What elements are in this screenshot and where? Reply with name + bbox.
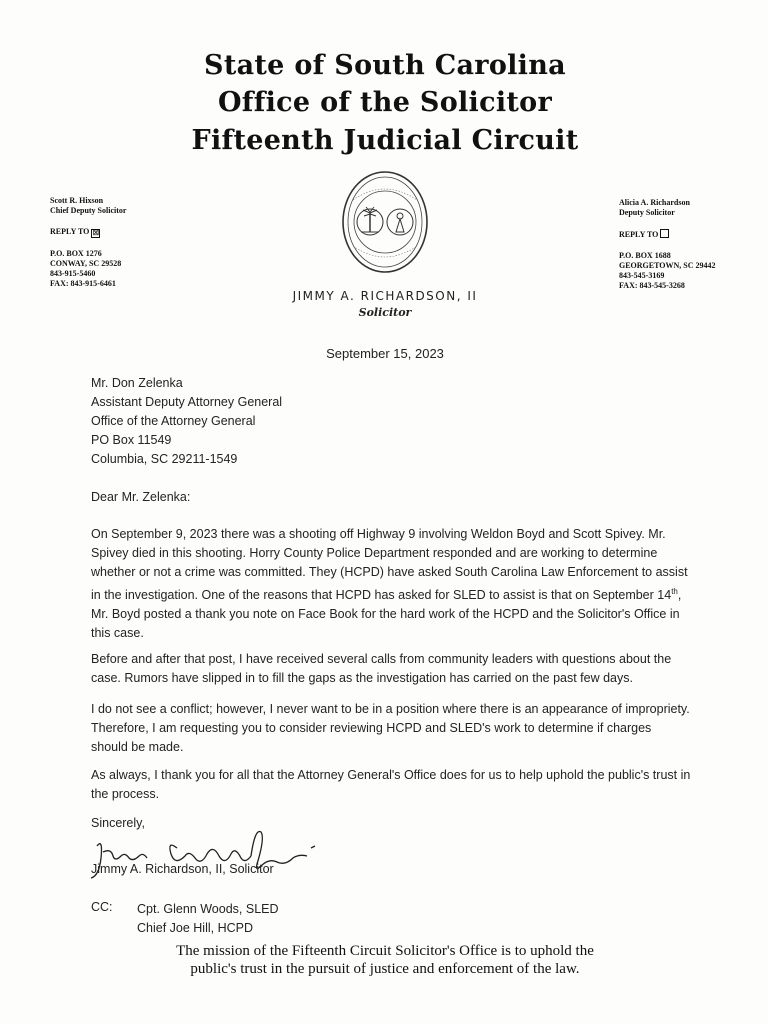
closing: Sincerely, xyxy=(91,816,145,830)
recipient-title: Assistant Deputy Attorney General xyxy=(91,395,283,409)
left-contact-pobox: P.O. BOX 1276 xyxy=(50,249,102,258)
paragraph-2: Before and after that post, I have received several calls from community leaders with questions about the case. Rumors have slipped in to fill the gaps as the investigation has carried on the past few days. xyxy=(91,652,672,685)
right-contact-city: GEORGETOWN, SC 29442 xyxy=(619,261,716,270)
right-contact-pobox: P.O. BOX 1688 xyxy=(619,251,671,260)
cc-list xyxy=(137,900,279,938)
solicitor-name: JIMMY A. RICHARDSON, II xyxy=(292,289,478,303)
checked-box-icon: ☒ xyxy=(92,229,99,237)
paragraph-1-superscript: th xyxy=(671,587,678,596)
right-contact-title: Deputy Solicitor xyxy=(619,208,675,217)
left-contact-title: Chief Deputy Solicitor xyxy=(50,206,127,215)
signature-name: Jimmy A. Richardson, II, Solicitor xyxy=(91,862,274,876)
right-reply-label: REPLY TO xyxy=(619,230,659,239)
recipient-office: Office of the Attorney General xyxy=(91,414,256,428)
letter-date: September 15, 2023 xyxy=(326,346,444,361)
right-contact-block xyxy=(619,198,716,291)
left-contact-city: CONWAY, SC 29528 xyxy=(50,259,122,268)
left-contact-name: Scott R. Hixson xyxy=(50,196,104,205)
masthead-office: Office of the Solicitor xyxy=(217,87,553,118)
paragraph-3: I do not see a conflict; however, I never want to be in a position where there is an appearance of impropriety. Therefore, I am requesting you to consider reviewing HCPD and SLED's work to determine if charges should be made. xyxy=(91,702,690,754)
left-reply-label: REPLY TO xyxy=(50,227,90,236)
left-reply-to xyxy=(50,227,126,238)
right-reply-to xyxy=(619,229,716,240)
paragraph-4: As always, I thank you for all that the Attorney General's Office does for us to help uphold the public's trust in the process. xyxy=(91,768,691,801)
left-contact-phone: 843-915-5460 xyxy=(50,269,96,278)
masthead-state: State of South Carolina xyxy=(204,50,566,81)
cc-recipient: Cpt. Glenn Woods, SLED xyxy=(137,902,279,916)
paragraph-1-text-b: , Mr. Boyd posted a thank you note on Face Book for the hard work of the HCPD and the Solicitor's Office in this case. xyxy=(91,588,682,641)
paragraph-1-text-a: On September 9, 2023 there was a shooting off Highway 9 involving Weldon Boyd and Scott Spivey. Mr. Spivey died in this shooting. Horry County Police Department responded and are working to determine whether or not a crime was committed. They (HCPD) have asked South Carolina Law Enforcement to assist in the investigation. One of the reasons that HCPD has asked for SLED to assist is that on September 14 xyxy=(91,527,688,603)
cc-recipient: Chief Joe Hill, HCPD xyxy=(137,921,254,935)
recipient-city: Columbia, SC 29211-1549 xyxy=(91,452,238,466)
right-contact-phone: 843-545-3169 xyxy=(619,271,665,280)
mission-statement xyxy=(120,942,650,978)
masthead-circuit: Fifteenth Judicial Circuit xyxy=(191,125,579,156)
cc-label: CC: xyxy=(91,900,113,914)
right-contact-fax: FAX: 843-545-3268 xyxy=(619,281,685,290)
recipient-address xyxy=(91,374,691,469)
recipient-name: Mr. Don Zelenka xyxy=(91,376,183,390)
mission-line-1: The mission of the Fifteenth Circuit Solicitor's Office is to uphold the xyxy=(176,943,594,959)
left-contact-fax: FAX: 843-915-6461 xyxy=(50,279,116,288)
solicitor-title: Solicitor xyxy=(358,306,412,319)
recipient-pobox: PO Box 11549 xyxy=(91,433,172,447)
left-contact-block xyxy=(50,196,126,289)
mission-line-2: public's trust in the pursuit of justice and enforcement of the law. xyxy=(190,961,580,977)
right-contact-name: Alicia A. Richardson xyxy=(619,198,690,207)
empty-box-icon xyxy=(660,229,669,238)
handwritten-signature xyxy=(85,818,325,890)
salutation: Dear Mr. Zelenka: xyxy=(91,490,191,504)
paragraph-1 xyxy=(91,525,691,643)
state-seal-logo xyxy=(341,170,429,275)
